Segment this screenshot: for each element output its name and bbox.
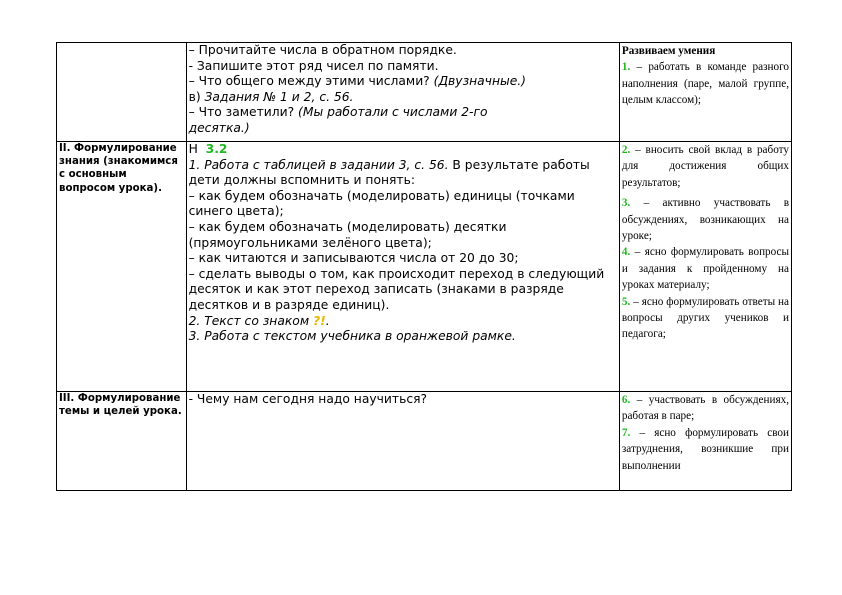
skill-number: 2. bbox=[621, 144, 631, 156]
question-text: - Чему нам сегодня надо научиться? bbox=[188, 392, 428, 406]
activity-cell bbox=[186, 142, 619, 392]
question-text: – Что заметили? bbox=[188, 105, 295, 120]
activity-line: – Прочитайте числа в обратном порядке. bbox=[188, 43, 457, 57]
task-description: В результате работы дети должны вспомнить и понять: bbox=[188, 157, 590, 188]
table-row bbox=[57, 392, 792, 491]
task-1 bbox=[189, 158, 617, 189]
standard-code: 3.2 bbox=[205, 142, 228, 156]
skill-text: – участвовать в обсуждениях, работая в паре; bbox=[621, 394, 790, 423]
skill-item bbox=[622, 244, 789, 293]
activity-cell bbox=[186, 392, 619, 491]
task-text: 2. Текст со знаком bbox=[188, 313, 310, 328]
activity-cell bbox=[186, 43, 619, 142]
skill-item bbox=[622, 294, 789, 343]
list-item: – как будем обозначать (моделировать) десятки (прямоугольниками зелёного цвета); bbox=[188, 219, 507, 250]
question-text: – Что общего между этими числами? bbox=[188, 74, 430, 89]
list-item: – как будем обозначать (моделировать) единицы (точками синего цвета); bbox=[188, 188, 575, 219]
stage-cell bbox=[57, 43, 187, 142]
skill-text: – ясно формулировать свои затруднения, возникшие при выполнении bbox=[621, 426, 789, 472]
stage-cell: III. Формулирование темы и целей урока. bbox=[57, 392, 187, 491]
activity-line: - Запишите этот ряд чисел по памяти. bbox=[188, 58, 439, 73]
skill-text: – активно участвовать в обсуждениях, возникающих на уроке; bbox=[621, 197, 790, 243]
standard-code-line bbox=[189, 142, 617, 158]
activity-line bbox=[189, 74, 617, 90]
skill-number: 5. bbox=[621, 295, 631, 308]
skill-item bbox=[622, 425, 789, 474]
skill-number: 1. bbox=[621, 61, 631, 74]
expected-answer: (Двузначные.) bbox=[433, 74, 526, 89]
list-item: – как читаются и записываются числа от 20 до 30; bbox=[188, 251, 519, 266]
item-marker: в) bbox=[188, 89, 201, 104]
table-row bbox=[57, 43, 792, 142]
task-reference: 1. Работа с таблицей в задании 3, с. 56. bbox=[188, 157, 449, 172]
skill-number: 3. bbox=[621, 197, 631, 210]
list-item: – сделать выводы о том, как происходит переход в следующий десяток и как этот переход записать (знаками в разряде десятков и в разряде единиц). bbox=[188, 266, 605, 312]
skill-number: 6. bbox=[621, 394, 631, 406]
skills-cell bbox=[619, 142, 791, 392]
standard-letter: Н bbox=[188, 142, 198, 156]
activity-line bbox=[189, 90, 617, 106]
skill-item bbox=[622, 195, 789, 244]
activity-line bbox=[189, 105, 617, 121]
skill-text: – работать в команде разного наполнения (паре, малой группе, целым классом); bbox=[621, 61, 790, 107]
skill-text: – вносить свой вклад в работу для достижения общих результатов; bbox=[621, 144, 789, 189]
task-punctuation: . bbox=[325, 313, 330, 328]
skill-text: – ясно формулировать вопросы и задания к пройденному на уроках материалу; bbox=[621, 246, 790, 292]
skill-number: 4. bbox=[621, 246, 631, 259]
skills-cell bbox=[619, 43, 791, 142]
table-row bbox=[57, 142, 792, 392]
lesson-plan-table bbox=[56, 42, 792, 491]
skill-number: 7. bbox=[621, 426, 631, 439]
activity-line: десятка.) bbox=[188, 120, 250, 135]
task-reference: Задания № 1 и 2, с. 56. bbox=[204, 89, 354, 104]
skill-text: – ясно формулировать ответы на вопросы других учеников и педагога; bbox=[621, 295, 790, 341]
skill-item bbox=[622, 59, 789, 108]
skill-item bbox=[622, 392, 789, 425]
expected-answer: (Мы работали с числами 2-го bbox=[298, 105, 488, 120]
task-3: 3. Работа с текстом учебника в оранжевой рамке. bbox=[188, 329, 516, 344]
skills-heading: Развиваем умения bbox=[621, 45, 716, 57]
stage-cell: II. Формулирование знания (знакомимся с основным вопросом урока). bbox=[57, 142, 187, 392]
skill-item bbox=[622, 142, 789, 191]
question-exclamation-mark: ?! bbox=[313, 313, 326, 328]
skills-cell bbox=[619, 392, 791, 491]
task-2 bbox=[189, 314, 617, 330]
